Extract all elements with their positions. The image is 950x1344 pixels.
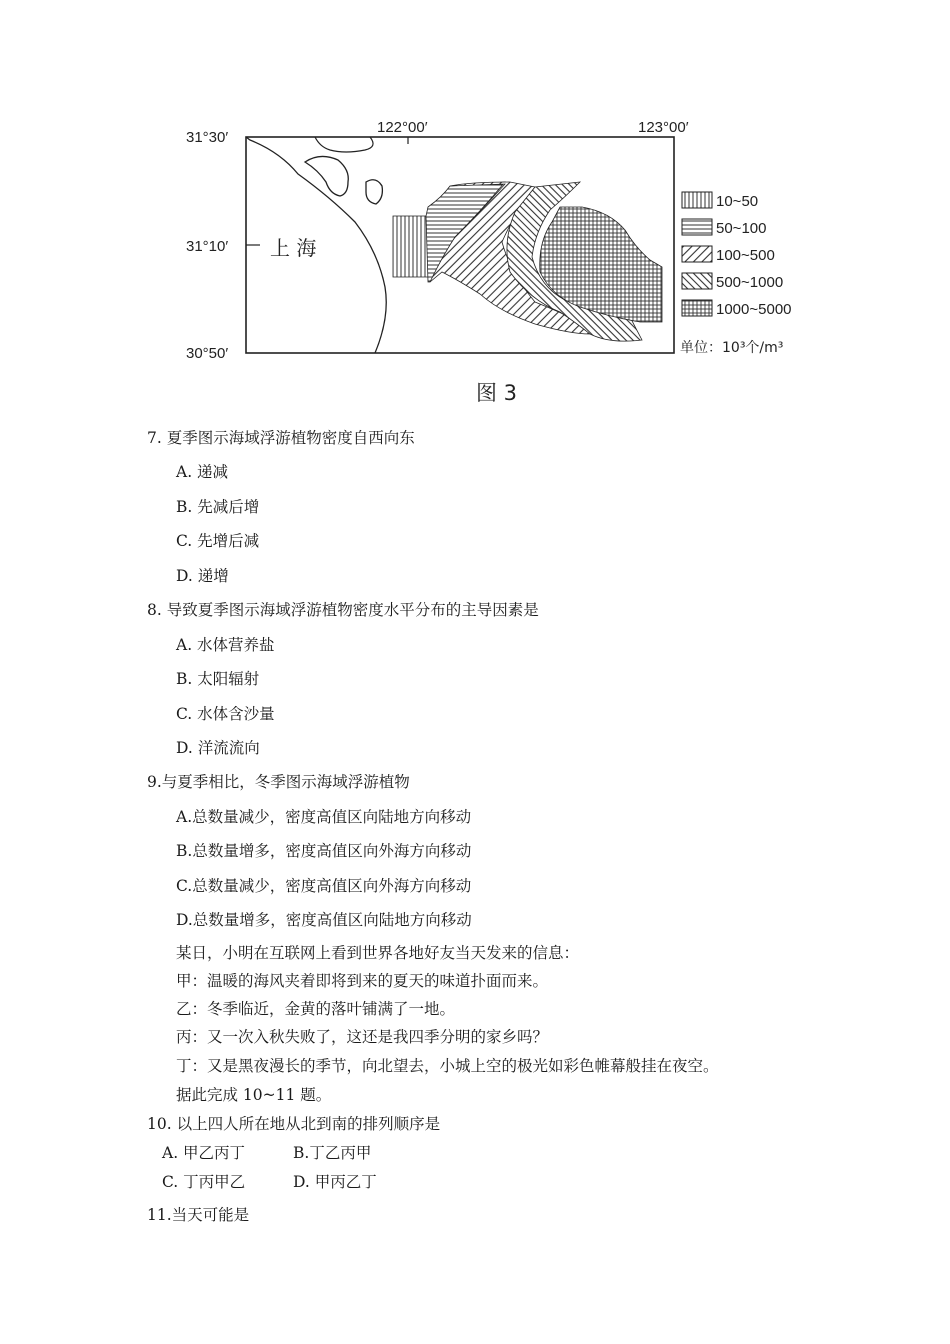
legend-label-2: 50~100 xyxy=(716,220,767,237)
place-label-shanghai: 上 海 xyxy=(270,236,317,260)
passage-line-bing: 丙：又一次入秋失败了，这还是我四季分明的家乡吗？ xyxy=(176,1028,549,1046)
question-8-option-b[interactable]: B. 太阳辐射 xyxy=(176,670,260,688)
zone-10-50 xyxy=(393,216,428,277)
question-9-option-d[interactable]: D.总数量增多，密度高值区向陆地方向移动 xyxy=(176,911,472,929)
lat-label-mid: 31°10′ xyxy=(186,238,229,255)
passage-instruction: 据此完成 10~11 题。 xyxy=(176,1086,332,1104)
question-9-option-b[interactable]: B.总数量增多，密度高值区向外海方向移动 xyxy=(176,842,472,860)
question-7-option-b[interactable]: B. 先减后增 xyxy=(176,498,260,516)
passage-line-ding: 丁：又是黑夜漫长的季节，向北望去，小城上空的极光如彩色帷幕般挂在夜空。 xyxy=(176,1057,719,1075)
question-7-option-c[interactable]: C. 先增后减 xyxy=(176,532,260,550)
figure-3 xyxy=(180,112,820,412)
passage-line-jia: 甲：温暖的海风夹着即将到来的夏天的味道扑面而来。 xyxy=(176,972,549,990)
plankton-density-map xyxy=(180,112,820,412)
legend-label-5: 1000~5000 xyxy=(716,301,792,318)
lat-label-bottom: 30°50′ xyxy=(186,345,229,362)
question-9-option-a[interactable]: A.总数量减少，密度高值区向陆地方向移动 xyxy=(176,808,472,826)
question-10-option-b[interactable]: B.丁乙丙甲 xyxy=(293,1144,372,1162)
lon-label-123: 123°00′ xyxy=(638,119,689,136)
question-10-stem: 10. 以上四人所在地从北到南的排列顺序是 xyxy=(147,1115,441,1133)
question-7-stem: 7. 夏季图示海域浮游植物密度自西向东 xyxy=(147,429,415,447)
passage-line-yi: 乙：冬季临近，金黄的落叶铺满了一地。 xyxy=(176,1000,456,1018)
question-8-option-a[interactable]: A. 水体营养盐 xyxy=(176,636,275,654)
question-10-option-a[interactable]: A. 甲乙丙丁 xyxy=(162,1144,246,1162)
question-8-option-d[interactable]: D. 洋流流向 xyxy=(176,739,260,757)
question-10-option-c[interactable]: C. 丁丙甲乙 xyxy=(162,1173,246,1191)
legend-unit: 单位：10³个/m³ xyxy=(680,340,784,356)
question-7-option-a[interactable]: A. 递减 xyxy=(176,463,229,481)
question-10-option-d[interactable]: D. 甲丙乙丁 xyxy=(293,1173,377,1191)
question-7-option-d[interactable]: D. 递增 xyxy=(176,567,229,585)
legend-label-4: 500~1000 xyxy=(716,274,784,291)
figure-caption: 图 3 xyxy=(476,381,518,405)
passage-intro: 某日，小明在互联网上看到世界各地好友当天发来的信息： xyxy=(176,944,580,962)
question-9-stem: 9.与夏季相比，冬季图示海域浮游植物 xyxy=(147,773,410,791)
lat-label-top: 31°30′ xyxy=(186,129,229,146)
question-8-option-c[interactable]: C. 水体含沙量 xyxy=(176,705,275,723)
legend xyxy=(680,192,792,356)
question-9-option-c[interactable]: C.总数量减少，密度高值区向外海方向移动 xyxy=(176,877,472,895)
question-11-stem: 11.当天可能是 xyxy=(147,1206,250,1224)
legend-label-3: 100~500 xyxy=(716,247,775,264)
island-changxing xyxy=(366,180,382,204)
lon-label-122: 122°00′ xyxy=(377,119,428,136)
question-8-stem: 8. 导致夏季图示海域浮游植物密度水平分布的主导因素是 xyxy=(147,601,539,619)
legend-label-1: 10~50 xyxy=(716,193,759,210)
